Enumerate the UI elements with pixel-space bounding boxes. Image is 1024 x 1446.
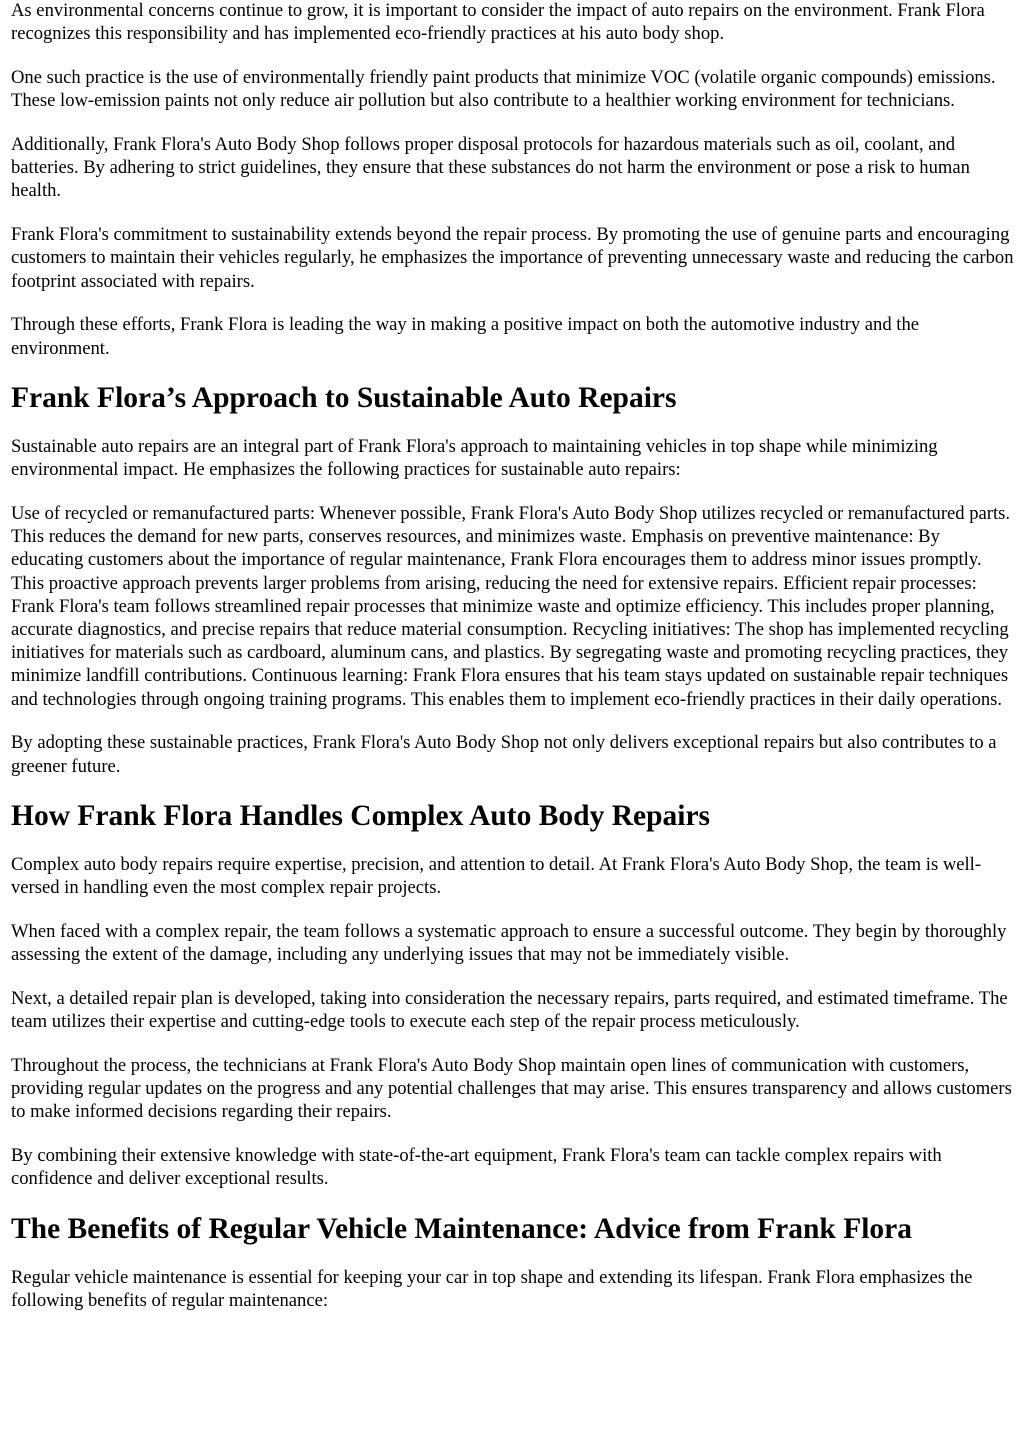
paragraph: By adopting these sustainable practices, Frank Flora's Auto Body Shop not only delivers exceptional repairs but also contributes to a greener future. [11, 732, 997, 777]
paragraph: Throughout the process, the technicians at Frank Flora's Auto Body Shop maintain open lines of communication with customers, providing regular updates on the progress and any potential challenges that may arise. This ensures transparency and allows customers to make informed decisions regarding their repairs. [11, 1054, 1012, 1123]
section-complex-repairs [11, 798, 1014, 1190]
section-eco-practices [11, 0, 1014, 360]
paragraph: Complex auto body repairs require expertise, precision, and attention to detail. At Frank Flora's Auto Body Shop, the team is well-versed in handling even the most complex repair projects. [11, 853, 982, 899]
paragraph: When faced with a complex repair, the team follows a systematic approach to ensure a successful outcome. They begin by thoroughly assessing the extent of the damage, including any underlying issues that may not be immediately visible. [11, 920, 1007, 966]
section-regular-maintenance [11, 1211, 1014, 1312]
section-sustainable-repairs [11, 380, 1014, 777]
paragraph: Through these efforts, Frank Flora is leading the way in making a positive impact on both the automotive industry and the environment. [11, 314, 919, 359]
paragraph: By combining their extensive knowledge with state-of-the-art equipment, Frank Flora's team can tackle complex repairs with confidence and deliver exceptional results. [11, 1145, 942, 1190]
paragraph: One such practice is the use of environmentally friendly paint products that minimize VOC (volatile organic compounds) emissions. These low-emission paints not only reduce air pollution but also contribute to a healthier working environment for technicians. [11, 67, 996, 112]
paragraph: Sustainable auto repairs are an integral part of Frank Flora's approach to maintaining vehicles in top shape while minimizing environmental impact. He emphasizes the following practices for sustainable auto repairs: [11, 435, 938, 481]
paragraph: Frank Flora's commitment to sustainability extends beyond the repair process. By promoting the use of genuine parts and encouraging customers to maintain their vehicles regularly, he emphasizes the importance of preventing unnecessary waste and reducing the carbon footprint associated with repairs. [11, 224, 1014, 292]
paragraph: Additionally, Frank Flora's Auto Body Shop follows proper disposal protocols for hazardous materials such as oil, coolant, and batteries. By adhering to strict guidelines, they ensure that these substances do not harm the environment or pose a risk to human health. [11, 134, 970, 202]
paragraph: Use of recycled or remanufactured parts: Whenever possible, Frank Flora's Auto Body Shop utilizes recycled or remanufactured parts. This reduces the demand for new parts, conserves resources, and minimizes waste. Emphasis on preventive maintenance: By educating customers about the importance of regular maintenance, Frank Flora encourages them to address minor issues promptly. This proactive approach prevents larger problems from arising, reducing the need for extensive repairs. Efficient repair processes: Frank Flora's team follows streamlined repair processes that minimize waste and optimize efficiency. This includes proper planning, accurate diagnostics, and precise repairs that reduce material consumption. Recycling initiatives: The shop has implemented recycling initiatives for materials such as cardboard, aluminum cans, and plastics. By segregating waste and promoting recycling practices, they minimize landfill contributions. Continuous learning: Frank Flora ensures that his team stays updated on sustainable repair techniques and technologies through ongoing training programs. This enables them to implement eco-friendly practices in their daily operations. [11, 502, 1010, 710]
paragraph: As environmental concerns continue to grow, it is important to consider the impact of auto repairs on the environment. Frank Flora recognizes this responsibility and has implemented eco-friendly practices at his auto body shop. [11, 0, 985, 45]
paragraph: Regular vehicle maintenance is essential for keeping your car in top shape and extending its lifespan. Frank Flora emphasizes the following benefits of regular maintenance: [11, 1266, 973, 1311]
section-heading: Frank Flora’s Approach to Sustainable Auto Repairs [11, 382, 677, 415]
section-heading: The Benefits of Regular Vehicle Maintenance: Advice from Frank Flora [11, 1213, 913, 1246]
section-heading: How Frank Flora Handles Complex Auto Body Repairs [11, 800, 711, 833]
paragraph: Next, a detailed repair plan is developed, taking into consideration the necessary repairs, parts required, and estimated timeframe. The team utilizes their expertise and cutting-edge tools to execute each step of the repair process meticulously. [11, 987, 1008, 1033]
